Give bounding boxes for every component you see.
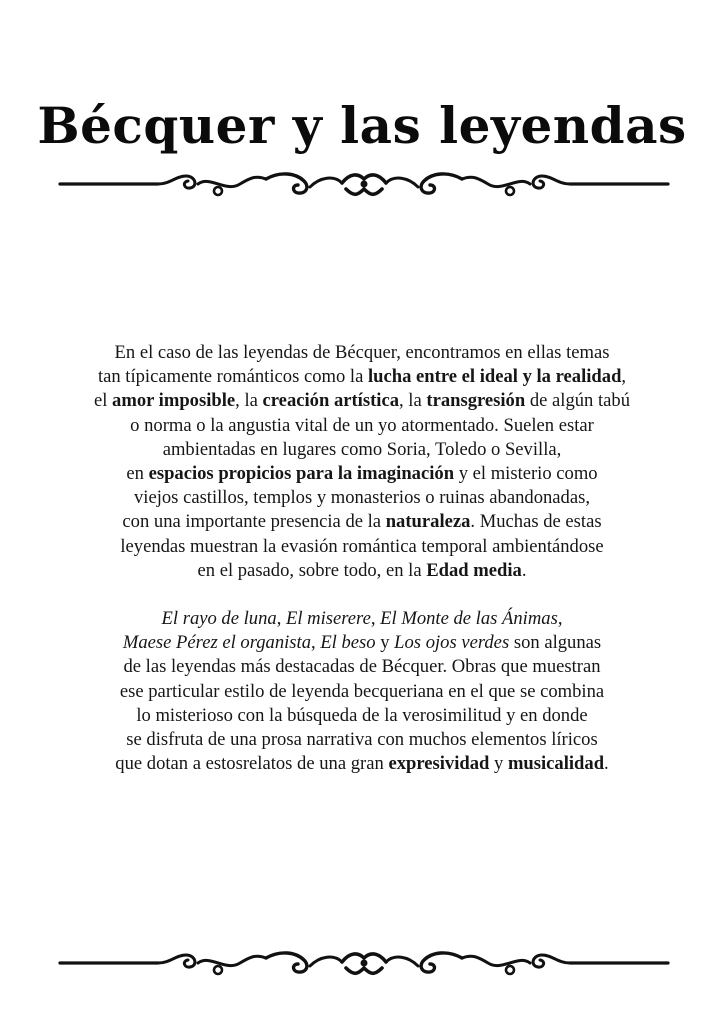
flourish-divider-icon [58, 946, 670, 980]
page-title: Bécquer y las leyendas [37, 95, 687, 155]
text-run: . [521, 559, 527, 581]
text-line [50, 631, 674, 655]
bold-phrase: musicalidad [507, 753, 605, 775]
text-run: En el caso de las leyendas de Bécquer, encontramos en ellas temas [114, 342, 610, 363]
bold-phrase: Edad media [426, 559, 522, 581]
text-run: el [93, 390, 113, 412]
text-run: , [621, 366, 627, 388]
text-line [50, 535, 674, 559]
text-run: en [126, 463, 149, 485]
text-run: o norma o la angustia vital de un yo atormentado. Suelen estar [130, 414, 594, 436]
italic-title: El miserere [286, 608, 371, 630]
italic-title: El beso [320, 632, 376, 654]
text-run: , [557, 608, 563, 630]
text-line [50, 365, 674, 389]
text-run: , [311, 632, 321, 654]
paragraph [50, 607, 674, 776]
text-run: se disfruta de una prosa narrativa con muchos elementos líricos [126, 729, 598, 751]
text-line [50, 510, 674, 534]
text-line [50, 704, 674, 728]
italic-title: Los ojos verdes [394, 632, 510, 654]
italic-title: El Monte de las Ánimas [380, 608, 558, 630]
body-text [50, 341, 674, 776]
bold-phrase: naturaleza [385, 511, 471, 533]
text-run: , la [235, 390, 263, 412]
text-run: y [375, 632, 395, 654]
text-run: . Muchas de estas [470, 511, 602, 533]
text-run: , [370, 608, 381, 630]
text-run: tan típicamente románticos como la [97, 366, 368, 388]
text-line [50, 559, 674, 583]
text-line [50, 341, 674, 365]
text-run: ese particular estilo de leyenda becqueriana en el que se combina [119, 680, 605, 702]
bold-phrase: espacios propicios para la imaginación [148, 463, 455, 485]
bold-phrase: expresividad [388, 753, 490, 775]
text-run: y el misterio como [454, 463, 598, 485]
text-line [50, 438, 674, 462]
text-line [50, 680, 674, 704]
text-line [50, 655, 674, 679]
text-run: leyendas muestran la evasión romántica temporal ambientándose [120, 535, 604, 557]
text-run: , [276, 608, 286, 630]
text-run: viejos castillos, templos y monasterios o ruinas abandonadas, [134, 487, 590, 509]
italic-title: El rayo de luna [161, 608, 277, 630]
text-run: ambientadas en lugares como Soria, Toledo o Sevilla, [162, 438, 562, 460]
bold-phrase: amor imposible [112, 390, 236, 412]
flourish-divider-icon [58, 167, 670, 201]
italic-title: Maese Pérez el organista [122, 632, 312, 654]
bold-phrase: creación artística [262, 390, 399, 412]
text-run: son algunas [509, 632, 602, 654]
text-line [50, 462, 674, 486]
text-run: con una importante presencia de la [122, 511, 386, 533]
text-run: y [489, 753, 508, 775]
text-line [50, 486, 674, 510]
text-run: , la [399, 390, 427, 412]
paragraph [50, 341, 674, 583]
text-line [50, 728, 674, 752]
bold-phrase: transgresión [426, 390, 526, 412]
text-line [50, 607, 674, 631]
text-line [50, 752, 674, 776]
bold-phrase: lucha entre el ideal y la realidad [367, 366, 622, 388]
text-run: que dotan a estosrelatos de una gran [115, 753, 389, 775]
text-run: . [604, 753, 609, 775]
text-line [50, 414, 674, 438]
text-line [50, 389, 674, 413]
text-run: lo misterioso con la búsqueda de la verosimilitud y en donde [136, 704, 588, 726]
text-run: de las leyendas más destacadas de Bécquer. Obras que muestran [123, 656, 601, 678]
text-run: de algún tabú [525, 390, 631, 412]
text-run: en el pasado, sobre todo, en la [197, 559, 427, 581]
